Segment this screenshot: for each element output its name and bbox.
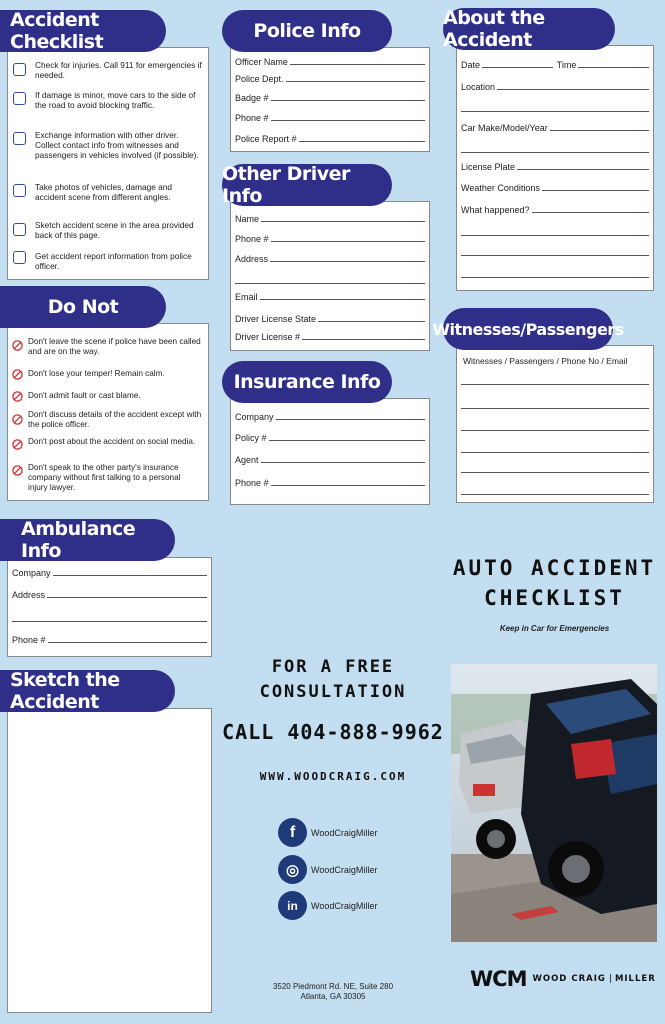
agent-label: Agent bbox=[235, 455, 259, 465]
prohibited-icon bbox=[12, 340, 23, 351]
witness-line-4[interactable] bbox=[461, 451, 649, 453]
witnesses-label: Witnesses / Passengers / Phone No / Email bbox=[463, 356, 628, 366]
checklist-item-3: Exchange information with other driver. Collect contact info from witnesses and passengers in vehicles involved (if possible). bbox=[35, 130, 199, 160]
police-info-box bbox=[230, 47, 430, 152]
officer-name-field[interactable] bbox=[290, 63, 425, 65]
cover-subtitle: Keep in Car for Emergencies bbox=[499, 624, 610, 633]
policy-field[interactable] bbox=[269, 439, 425, 441]
prohibited-icon bbox=[12, 391, 23, 402]
what-happened-line-4[interactable] bbox=[461, 276, 649, 278]
insurance-info-box bbox=[230, 398, 430, 505]
time-label: Time bbox=[556, 60, 577, 70]
facebook-handle[interactable]: WoodCraigMiller bbox=[311, 828, 378, 838]
driver-license-state-label: Driver License State bbox=[235, 314, 317, 324]
agent-field[interactable] bbox=[261, 461, 425, 463]
car-crash-photo bbox=[451, 664, 657, 942]
prohibited-icon bbox=[12, 465, 23, 476]
witnesses-title: Witnesses/Passengers bbox=[443, 308, 613, 350]
checklist-item-4: Take photos of vehicles, damage and accident scene from different angles. bbox=[35, 182, 172, 202]
date-field[interactable] bbox=[482, 66, 553, 68]
police-dept-field[interactable] bbox=[286, 80, 425, 82]
instagram-handle[interactable]: WoodCraigMiller bbox=[311, 865, 378, 875]
do-not-item-6: Don't speak to the other party's insurance company without first talking to a personal injury lawyer. bbox=[28, 463, 181, 492]
other-driver-info-title: Other Driver Info bbox=[222, 164, 392, 206]
phone-number[interactable]: CALL 404-888-9962 bbox=[222, 720, 444, 744]
driver-license-state-field[interactable] bbox=[318, 320, 425, 322]
weather-label: Weather Conditions bbox=[461, 183, 540, 193]
location-field[interactable] bbox=[497, 88, 649, 90]
cover-title-line-2: CHECKLIST bbox=[484, 586, 625, 610]
insurance-company-label: Company bbox=[235, 412, 274, 422]
checkbox-6[interactable] bbox=[13, 251, 26, 264]
car-make-label: Car Make/Model/Year bbox=[461, 123, 548, 133]
other-driver-info-box bbox=[230, 201, 430, 351]
driver-email-field[interactable] bbox=[260, 298, 425, 300]
ambulance-company-label: Company bbox=[12, 568, 51, 578]
logo-mark: WCM bbox=[470, 967, 527, 991]
do-not-box bbox=[7, 323, 209, 501]
logo-name-2: CRAIG bbox=[571, 974, 606, 984]
prohibited-icon bbox=[12, 439, 23, 450]
police-phone-label: Phone # bbox=[235, 113, 269, 123]
checkbox-1[interactable] bbox=[13, 63, 26, 76]
badge-field[interactable] bbox=[271, 99, 425, 101]
insurance-company-field[interactable] bbox=[276, 418, 425, 420]
instagram-icon[interactable]: ◎ bbox=[278, 855, 307, 884]
do-not-item-1: Don't leave the scene if police have been called and are on the way. bbox=[28, 337, 201, 356]
ambulance-phone-field[interactable] bbox=[48, 641, 207, 643]
what-happened-line-2[interactable] bbox=[461, 234, 649, 236]
checklist-item-1: Check for injuries. Call 911 for emergencies if needed. bbox=[35, 60, 202, 80]
license-plate-field[interactable] bbox=[517, 168, 649, 170]
driver-name-field[interactable] bbox=[261, 220, 425, 222]
checkbox-3[interactable] bbox=[13, 132, 26, 145]
about-accident-box bbox=[456, 45, 654, 291]
ambulance-company-field[interactable] bbox=[53, 574, 207, 576]
police-report-field[interactable] bbox=[299, 140, 425, 142]
checklist-item-2: If damage is minor, move cars to the side of the road to avoid blocking traffic. bbox=[35, 90, 196, 110]
driver-name-label: Name bbox=[235, 214, 260, 224]
about-accident-title: About the Accident bbox=[443, 8, 615, 50]
witness-line-1[interactable] bbox=[461, 383, 649, 385]
ambulance-address-label: Address bbox=[12, 590, 46, 600]
accident-checklist-box bbox=[7, 47, 209, 280]
wcm-logo: WCM WOOD CRAIG | MILLER bbox=[470, 967, 656, 991]
consultation-line-2: CONSULTATION bbox=[259, 682, 407, 702]
linkedin-handle[interactable]: WoodCraigMiller bbox=[311, 901, 378, 911]
insurance-info-title: Insurance Info bbox=[222, 361, 392, 403]
car-make-line-2[interactable] bbox=[461, 151, 649, 153]
facebook-icon[interactable]: f bbox=[278, 818, 307, 847]
driver-address-line-2[interactable] bbox=[235, 282, 425, 284]
do-not-item-4: Don't discuss details of the accident except with the police officer. bbox=[28, 410, 202, 429]
ambulance-info-box bbox=[7, 557, 212, 657]
do-not-item-5: Don't post about the accident on social media. bbox=[28, 437, 196, 446]
linkedin-icon[interactable]: in bbox=[278, 891, 307, 920]
location-line-2[interactable] bbox=[461, 110, 649, 112]
checkbox-4[interactable] bbox=[13, 184, 26, 197]
witness-line-2[interactable] bbox=[461, 407, 649, 409]
driver-email-label: Email bbox=[235, 292, 258, 302]
checklist-item-5: Sketch accident scene in the area provided back of this page. bbox=[35, 220, 194, 240]
ambulance-address-line-2[interactable] bbox=[12, 620, 207, 622]
insurance-phone-label: Phone # bbox=[235, 478, 269, 488]
prohibited-icon bbox=[12, 414, 23, 425]
checkbox-2[interactable] bbox=[13, 92, 26, 105]
badge-label: Badge # bbox=[235, 93, 269, 103]
do-not-item-2: Don't lose your temper! Remain calm. bbox=[28, 369, 165, 378]
insurance-phone-field[interactable] bbox=[271, 484, 425, 486]
checkbox-5[interactable] bbox=[13, 223, 26, 236]
logo-name-3: MILLER bbox=[614, 974, 656, 984]
ambulance-address-field[interactable] bbox=[47, 596, 207, 598]
location-label: Location bbox=[461, 82, 496, 92]
consultation-line-1: FOR A FREE bbox=[271, 657, 395, 677]
weather-field[interactable] bbox=[542, 189, 649, 191]
ambulance-info-title: Ambulance Info bbox=[0, 519, 175, 561]
do-not-title: Do Not bbox=[0, 286, 166, 328]
license-plate-label: License Plate bbox=[461, 162, 516, 172]
driver-license-number-field[interactable] bbox=[302, 338, 425, 340]
police-dept-label: Police Dept. bbox=[235, 74, 284, 84]
do-not-item-3: Don't admit fault or cast blame. bbox=[28, 391, 141, 400]
cover-title-line-1: AUTO ACCIDENT bbox=[452, 556, 657, 580]
sketch-area[interactable] bbox=[7, 708, 212, 1013]
witnesses-box bbox=[456, 345, 654, 503]
ambulance-phone-label: Phone # bbox=[12, 635, 46, 645]
website-link[interactable]: WWW.WOODCRAIG.COM bbox=[259, 770, 407, 783]
witness-line-6[interactable] bbox=[461, 493, 649, 495]
date-label: Date bbox=[461, 60, 481, 70]
driver-address-label: Address bbox=[235, 254, 269, 264]
witness-line-3[interactable] bbox=[461, 429, 649, 431]
what-happened-label: What happened? bbox=[461, 205, 530, 215]
checklist-item-6: Get accident report information from police officer. bbox=[35, 251, 192, 271]
policy-label: Policy # bbox=[235, 433, 267, 443]
prohibited-icon bbox=[12, 369, 23, 380]
car-make-field[interactable] bbox=[550, 129, 649, 131]
officer-name-label: Officer Name bbox=[235, 57, 288, 67]
address-line-1: 3520 Piedmont Rd. NE, Suite 280 bbox=[272, 982, 394, 991]
sketch-title: Sketch the Accident bbox=[0, 670, 175, 712]
driver-phone-label: Phone # bbox=[235, 234, 269, 244]
time-field[interactable] bbox=[578, 66, 649, 68]
driver-phone-field[interactable] bbox=[271, 240, 425, 242]
police-report-label: Police Report # bbox=[235, 134, 297, 144]
address-line-2: Atlanta, GA 30305 bbox=[300, 992, 366, 1001]
driver-address-field[interactable] bbox=[270, 260, 425, 262]
police-phone-field[interactable] bbox=[271, 119, 425, 121]
witness-line-5[interactable] bbox=[461, 471, 649, 473]
logo-name-1: WOOD bbox=[532, 974, 568, 984]
accident-checklist-title: Accident Checklist bbox=[0, 10, 166, 52]
what-happened-field[interactable] bbox=[532, 211, 649, 213]
police-info-title: Police Info bbox=[222, 10, 392, 52]
what-happened-line-3[interactable] bbox=[461, 254, 649, 256]
driver-license-number-label: Driver License # bbox=[235, 332, 301, 342]
